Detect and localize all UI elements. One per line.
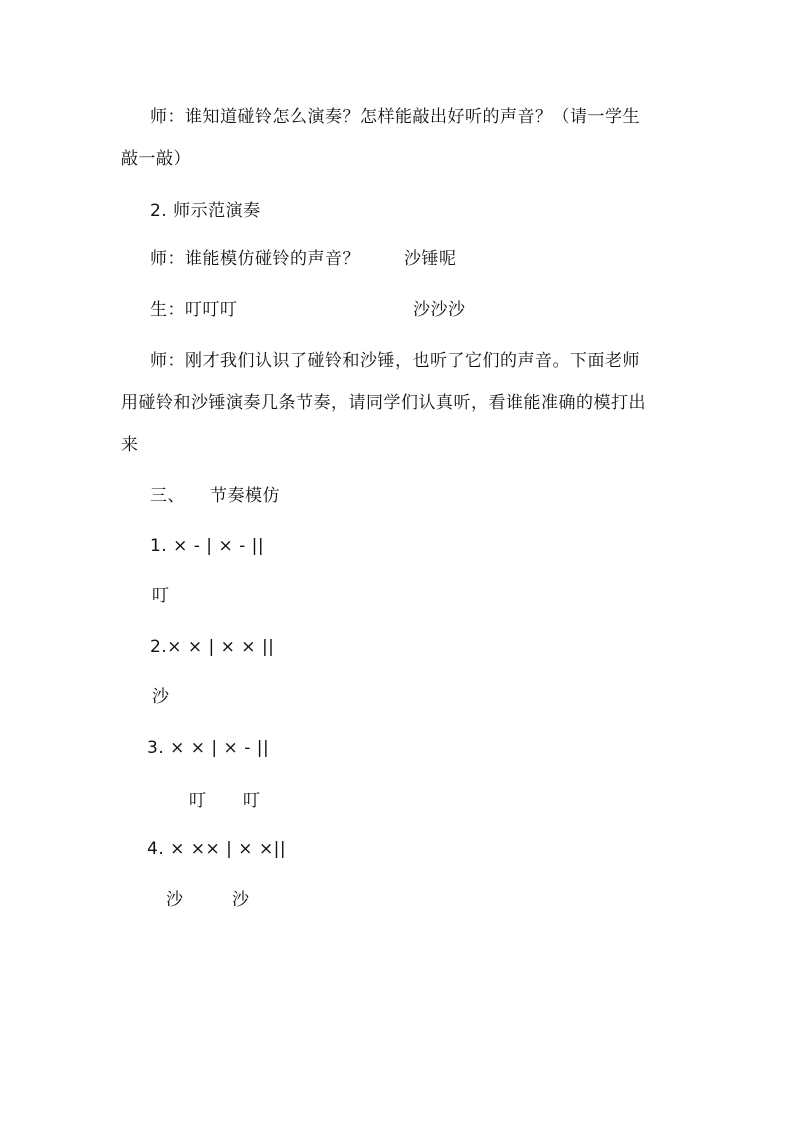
paragraph-1-line-2: 敲一敲） [121,149,191,169]
section-3-number: 三、 [150,486,185,506]
paragraph-4-answer-a: 生：叮叮叮 [150,300,238,320]
rhythm-4-notation: 4. × ×× | × ×|| [147,839,287,859]
rhythm-3-syllable-1: 叮 [189,791,207,811]
rhythm-1-notation: 1. × - | × - || [150,536,265,556]
rhythm-3-syllable-2: 叮 [243,791,261,811]
paragraph-5-line-2: 用碰铃和沙锤演奏几条节奏，请同学们认真听，看谁能准确的模打出 [121,393,646,413]
paragraph-5-line-3: 来 [121,435,139,455]
paragraph-5-line-1: 师：刚才我们认识了碰铃和沙锤，也听了它们的声音。下面老师 [150,351,640,371]
rhythm-4-syllable-2: 沙 [232,890,250,910]
rhythm-2-syllable-1: 沙 [152,687,170,707]
rhythm-3-notation: 3. × × | × - || [147,738,270,758]
paragraph-3-followup: 沙锤呢 [404,249,457,269]
rhythm-4-syllable-1: 沙 [166,890,184,910]
paragraph-4-answer-b: 沙沙沙 [413,300,466,320]
paragraph-2-heading: 2. 师示范演奏 [150,201,261,221]
section-3-title: 节奏模仿 [210,486,280,506]
rhythm-2-notation: 2.× × | × × || [150,637,275,657]
rhythm-1-syllable-1: 叮 [152,586,170,606]
paragraph-3-question: 师：谁能模仿碰铃的声音？ [150,249,360,269]
paragraph-1-line-1: 师：谁知道碰铃怎么演奏？怎样能敲出好听的声音？（请一学生 [150,107,640,127]
